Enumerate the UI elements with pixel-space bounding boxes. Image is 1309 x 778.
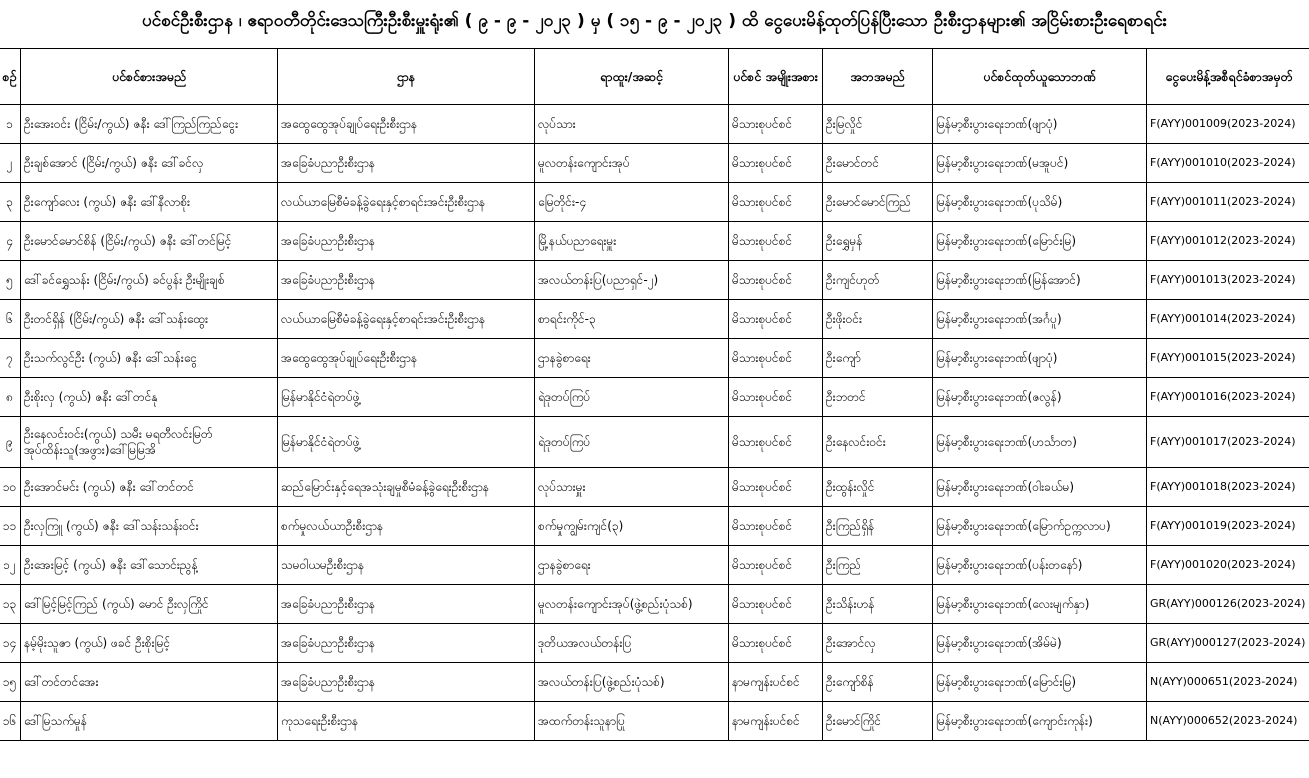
cell-officer: ဦးကျင်ဟုတ် (823, 261, 933, 300)
cell-bank: မြန်မာ့စီးပွားရေးဘဏ်(ဝါးခယ်မ) (933, 468, 1147, 507)
cell-officer: ဦးဖိုးဝင်း (823, 300, 933, 339)
cell-no: ၂ (0, 144, 21, 183)
cell-code: F(AYY)001019(2023-2024) (1147, 507, 1309, 546)
cell-officer: ဦးမောင်တင် (823, 144, 933, 183)
cell-rank: ဌာနခွဲစာရေး (535, 546, 729, 585)
cell-rank: အလယ်တန်းပြ(ဖွဲ့စည်းပုံသစ်) (535, 663, 729, 702)
table-row (0, 339, 1309, 378)
cell-officer: ဦးအောင်လှ (823, 624, 933, 663)
cell-officer: ဦးကြည် (823, 546, 933, 585)
cell-officer: ဦးမြလှိုင် (823, 105, 933, 144)
table-row (0, 624, 1309, 663)
cell-dept: လယ်ယာမြေစီမံခန့်ခွဲရေးနှင့်စာရင်းအင်းဦးစီးဌာန (278, 183, 535, 222)
cell-no: ၄ (0, 222, 21, 261)
header-code: ငွေပေးမိန့်အစီရင်ခံစာအမှတ် (1147, 49, 1309, 105)
cell-dept: ကုသရေးဦးစီးဌာန (278, 702, 535, 741)
table-row (0, 378, 1309, 417)
header-rank: ရာထူး/အဆင့် (535, 49, 729, 105)
cell-no: ၁၃ (0, 585, 21, 624)
cell-type: မိသားစုပင်စင် (729, 105, 823, 144)
cell-name: ဒေါ်တင်တင်အေး (21, 663, 278, 702)
header-type: ပင်စင် အမျိုးအစား (729, 49, 823, 105)
cell-type: မိသားစုပင်စင် (729, 144, 823, 183)
cell-no: ၈ (0, 378, 21, 417)
table-row (0, 663, 1309, 702)
cell-officer: ဦးကျော်စိန် (823, 663, 933, 702)
cell-dept: အခြေခံပညာဦးစီးဌာန (278, 222, 535, 261)
cell-dept: မြန်မာနိုင်ငံရဲတပ်ဖွဲ့ (278, 378, 535, 417)
cell-no: ၉ (0, 417, 21, 468)
cell-name: ဦးလှကြူ (ကွယ်) ဇနီး ဒေါ်သန်းသန်းဝင်း (21, 507, 278, 546)
cell-no: ၃ (0, 183, 21, 222)
cell-name: ဦးအေးမြင့် (ကွယ်) ဇနီး ဒေါ်သောင်းညွန့် (21, 546, 278, 585)
cell-type: မိသားစုပင်စင် (729, 378, 823, 417)
cell-type: မိသားစုပင်စင် (729, 624, 823, 663)
cell-type: မိသားစုပင်စင် (729, 468, 823, 507)
page-title: ပင်စင်ဦးစီးဌာန ၊ ဧရာဝတီတိုင်းဒေသကြီးဦးစီးမှူးရုံး၏ ( ၉ - ၉ - ၂၀၂၃ ) မှ ( ၁၅ - ၉ - ၂၀၂၃ ) ထိ ငွေပေးမိန့်ထုတ်ပြန်ပြီးသော ဦးစီးဌာနများ၏ အငြိမ်းစားဦးရေစာရင်း (142, 11, 1167, 31)
cell-code: F(AYY)001015(2023-2024) (1147, 339, 1309, 378)
header-no: စဉ် (0, 49, 21, 105)
table-body (0, 105, 1309, 741)
cell-dept: အခြေခံပညာဦးစီးဌာန (278, 261, 535, 300)
cell-no: ၁၂ (0, 546, 21, 585)
pension-table (0, 48, 1309, 741)
cell-rank: လုပ်သား (535, 105, 729, 144)
cell-name: ဒေါ်မြသက်မှုန် (21, 702, 278, 741)
cell-type: နာမကျန်းပင်စင် (729, 663, 823, 702)
cell-type: နာမကျန်းပင်စင် (729, 702, 823, 741)
cell-bank: မြန်မာ့စီးပွားရေးဘဏ်(ဟင်္သာတ) (933, 417, 1147, 468)
cell-dept: ဆည်မြောင်းနှင့်ရေအသုံးချမှုစီမံခန့်ခွဲရေးဦးစီးဌာန (278, 468, 535, 507)
cell-name: ဦးမောင်မောင်စိန် (ငြိမ်း/ကွယ်) ဇနီး ဒေါ်တင်မြင့် (21, 222, 278, 261)
cell-name: ဦးကျော်လေး (ကွယ်) ဇနီး ဒေါ်နီလာစိုး (21, 183, 278, 222)
header-bank: ပင်စင်ထုတ်ယူသောဘဏ် (933, 49, 1147, 105)
cell-officer: ဦးကျော် (823, 339, 933, 378)
cell-type: မိသားစုပင်စင် (729, 300, 823, 339)
cell-rank: စာရင်းကိုင်-၃ (535, 300, 729, 339)
cell-bank: မြန်မာ့စီးပွားရေးဘဏ်(မြောက်ဥက္ကလာပ) (933, 507, 1147, 546)
table-row (0, 507, 1309, 546)
header-dept: ဌာန (278, 49, 535, 105)
cell-rank: မြေတိုင်း-၄ (535, 183, 729, 222)
table-row (0, 468, 1309, 507)
table-row (0, 546, 1309, 585)
cell-officer: ဦးရွှေမှန် (823, 222, 933, 261)
cell-rank: မူလတန်းကျောင်းအုပ်(ဖွဲ့စည်းပုံသစ်) (535, 585, 729, 624)
cell-rank: ဒုတိယအလယ်တန်းပြ (535, 624, 729, 663)
cell-code: F(AYY)001010(2023-2024) (1147, 144, 1309, 183)
cell-bank: မြန်မာ့စီးပွားရေးဘဏ်(အိမ်မဲ) (933, 624, 1147, 663)
cell-name: ဦးချစ်အောင် (ငြိမ်း/ကွယ်) ဇနီး ဒေါ်ခင်လှ (21, 144, 278, 183)
cell-code: GR(AYY)000126(2023-2024) (1147, 585, 1309, 624)
cell-officer: ဦးကြည်ရှိန် (823, 507, 933, 546)
cell-bank: မြန်မာ့စီးပွားရေးဘဏ်(ကျောင်းကုန်း) (933, 702, 1147, 741)
cell-bank: မြန်မာ့စီးပွားရေးဘဏ်(ဇလွန်) (933, 378, 1147, 417)
header-officer: အဘအမည် (823, 49, 933, 105)
cell-code: N(AYY)000652(2023-2024) (1147, 702, 1309, 741)
table-row (0, 585, 1309, 624)
cell-officer: ဦးနေလင်းဝင်း (823, 417, 933, 468)
cell-name: ဦးအောင်မင်း (ကွယ်) ဇနီး ဒေါ်တင်တင် (21, 468, 278, 507)
cell-no: ၁၅ (0, 663, 21, 702)
cell-name: ဦးသက်လွင်ဦး (ကွယ်) ဇနီး ဒေါ်သန်းငွေ (21, 339, 278, 378)
cell-rank: မူလတန်းကျောင်းအုပ် (535, 144, 729, 183)
cell-dept: မြန်မာနိုင်ငံရဲတပ်ဖွဲ့ (278, 417, 535, 468)
cell-name: ဦးစိုးလှ (ကွယ်) ဇနီး ဒေါ်တင်နု (21, 378, 278, 417)
cell-dept: အခြေခံပညာဦးစီးဌာန (278, 585, 535, 624)
table-row (0, 261, 1309, 300)
table-row (0, 702, 1309, 741)
cell-rank: ရဲဒုတပ်ကြပ် (535, 378, 729, 417)
cell-name: ဦးနေလင်းဝင်း(ကွယ်) သမီး မရတီလင်းမြတ် အုပ်ထိန်းသူ(အဖွား)ဒေါ်မြမြအိ (21, 417, 278, 468)
cell-bank: မြန်မာ့စီးပွားရေးဘဏ်(မြောင်းမြ) (933, 663, 1147, 702)
header-row (0, 49, 1309, 105)
cell-type: မိသားစုပင်စင် (729, 507, 823, 546)
cell-bank: မြန်မာ့စီးပွားရေးဘဏ်(ပန်းတနော်) (933, 546, 1147, 585)
cell-type: မိသားစုပင်စင် (729, 585, 823, 624)
cell-name: ဒေါ်ခင်ရွှေသန်း (ငြိမ်း/ကွယ်) ခင်ပွန်း ဦးမျိုးချစ် (21, 261, 278, 300)
cell-code: F(AYY)001014(2023-2024) (1147, 300, 1309, 339)
cell-name: နမ့်မိုးသူဇာ (ကွယ်) ဖခင် ဦးစိုးမြင့် (21, 624, 278, 663)
table-row (0, 222, 1309, 261)
cell-no: ၁ (0, 105, 21, 144)
cell-type: မိသားစုပင်စင် (729, 546, 823, 585)
cell-name: ဦးအေးဝင်း (ငြိမ်း/ကွယ်) ဇနီး ဒေါ်ကြည်ကြည်ငွေး (21, 105, 278, 144)
cell-code: F(AYY)001011(2023-2024) (1147, 183, 1309, 222)
cell-rank: လုပ်သားမှူး (535, 468, 729, 507)
cell-dept: အထွေထွေအုပ်ချုပ်ရေးဦးစီးဌာန (278, 105, 535, 144)
cell-type: မိသားစုပင်စင် (729, 261, 823, 300)
cell-code: GR(AYY)000127(2023-2024) (1147, 624, 1309, 663)
cell-bank: မြန်မာ့စီးပွားရေးဘဏ်(အင်္ဂပူ) (933, 300, 1147, 339)
cell-type: မိသားစုပင်စင် (729, 222, 823, 261)
cell-dept: အခြေခံပညာဦးစီးဌာန (278, 144, 535, 183)
cell-bank: မြန်မာ့စီးပွားရေးဘဏ်(မြန်အောင်) (933, 261, 1147, 300)
cell-dept: အခြေခံပညာဦးစီးဌာန (278, 624, 535, 663)
cell-rank: မြို့နယ်ပညာရေးမှူး (535, 222, 729, 261)
cell-code: F(AYY)001009(2023-2024) (1147, 105, 1309, 144)
cell-no: ၁၆ (0, 702, 21, 741)
cell-rank: အလယ်တန်းပြ(ပညာရှင်-၂) (535, 261, 729, 300)
cell-bank: မြန်မာ့စီးပွားရေးဘဏ်(ဖျာပုံ) (933, 339, 1147, 378)
cell-rank: ရဲဒုတပ်ကြပ် (535, 417, 729, 468)
table-row (0, 144, 1309, 183)
cell-type: မိသားစုပင်စင် (729, 339, 823, 378)
cell-no: ၁၄ (0, 624, 21, 663)
cell-code: F(AYY)001013(2023-2024) (1147, 261, 1309, 300)
table-row (0, 105, 1309, 144)
cell-code: F(AYY)001016(2023-2024) (1147, 378, 1309, 417)
header-name: ပင်စင်စားအမည် (21, 49, 278, 105)
cell-bank: မြန်မာ့စီးပွားရေးဘဏ်(လေးမျက်နှာ) (933, 585, 1147, 624)
cell-code: F(AYY)001020(2023-2024) (1147, 546, 1309, 585)
cell-dept: လယ်ယာမြေစီမံခန့်ခွဲရေးနှင့်စာရင်းအင်းဦးစီးဌာန (278, 300, 535, 339)
cell-type: မိသားစုပင်စင် (729, 183, 823, 222)
cell-officer: ဦးမောင်ကြိုင် (823, 702, 933, 741)
cell-name: ဒေါ်မြင့်မြင့်ကြည် (ကွယ်) မောင် ဦးလှကြိုင် (21, 585, 278, 624)
table-row (0, 300, 1309, 339)
cell-bank: မြန်မာ့စီးပွားရေးဘဏ်(ဖျာပုံ) (933, 105, 1147, 144)
cell-code: F(AYY)001017(2023-2024) (1147, 417, 1309, 468)
cell-no: ၆ (0, 300, 21, 339)
cell-bank: မြန်မာ့စီးပွားရေးဘဏ်(မအူပင်) (933, 144, 1147, 183)
cell-dept: စက်မှုလယ်ယာဦးစီးဌာန (278, 507, 535, 546)
cell-officer: ဦးဘတင် (823, 378, 933, 417)
cell-type: မိသားစုပင်စင် (729, 417, 823, 468)
cell-officer: ဦးထွန်းလှိုင် (823, 468, 933, 507)
cell-code: F(AYY)001012(2023-2024) (1147, 222, 1309, 261)
cell-dept: အခြေခံပညာဦးစီးဌာန (278, 663, 535, 702)
cell-no: ၅ (0, 261, 21, 300)
cell-rank: အထက်တန်းသူနာပြု (535, 702, 729, 741)
table-row (0, 417, 1309, 468)
table-row (0, 183, 1309, 222)
cell-bank: မြန်မာ့စီးပွားရေးဘဏ်(မြောင်းမြ) (933, 222, 1147, 261)
cell-no: ၁၁ (0, 507, 21, 546)
cell-dept: သမဝါယမဦးစီးဌာန (278, 546, 535, 585)
cell-rank: ဌာနခွဲစာရေး (535, 339, 729, 378)
cell-code: F(AYY)001018(2023-2024) (1147, 468, 1309, 507)
cell-officer: ဦးမောင်မောင်ကြည် (823, 183, 933, 222)
cell-no: ၇ (0, 339, 21, 378)
cell-name: ဦးတင်ရှိန် (ငြိမ်း/ကွယ်) ဇနီး ဒေါ်သန်းထွေး (21, 300, 278, 339)
cell-bank: မြန်မာ့စီးပွားရေးဘဏ်(ပုသိမ်) (933, 183, 1147, 222)
cell-dept: အထွေထွေအုပ်ချုပ်ရေးဦးစီးဌာန (278, 339, 535, 378)
cell-no: ၁၀ (0, 468, 21, 507)
cell-code: N(AYY)000651(2023-2024) (1147, 663, 1309, 702)
cell-officer: ဦးသိန်းဟန် (823, 585, 933, 624)
cell-rank: စက်မှုကျွမ်းကျင်(၃) (535, 507, 729, 546)
